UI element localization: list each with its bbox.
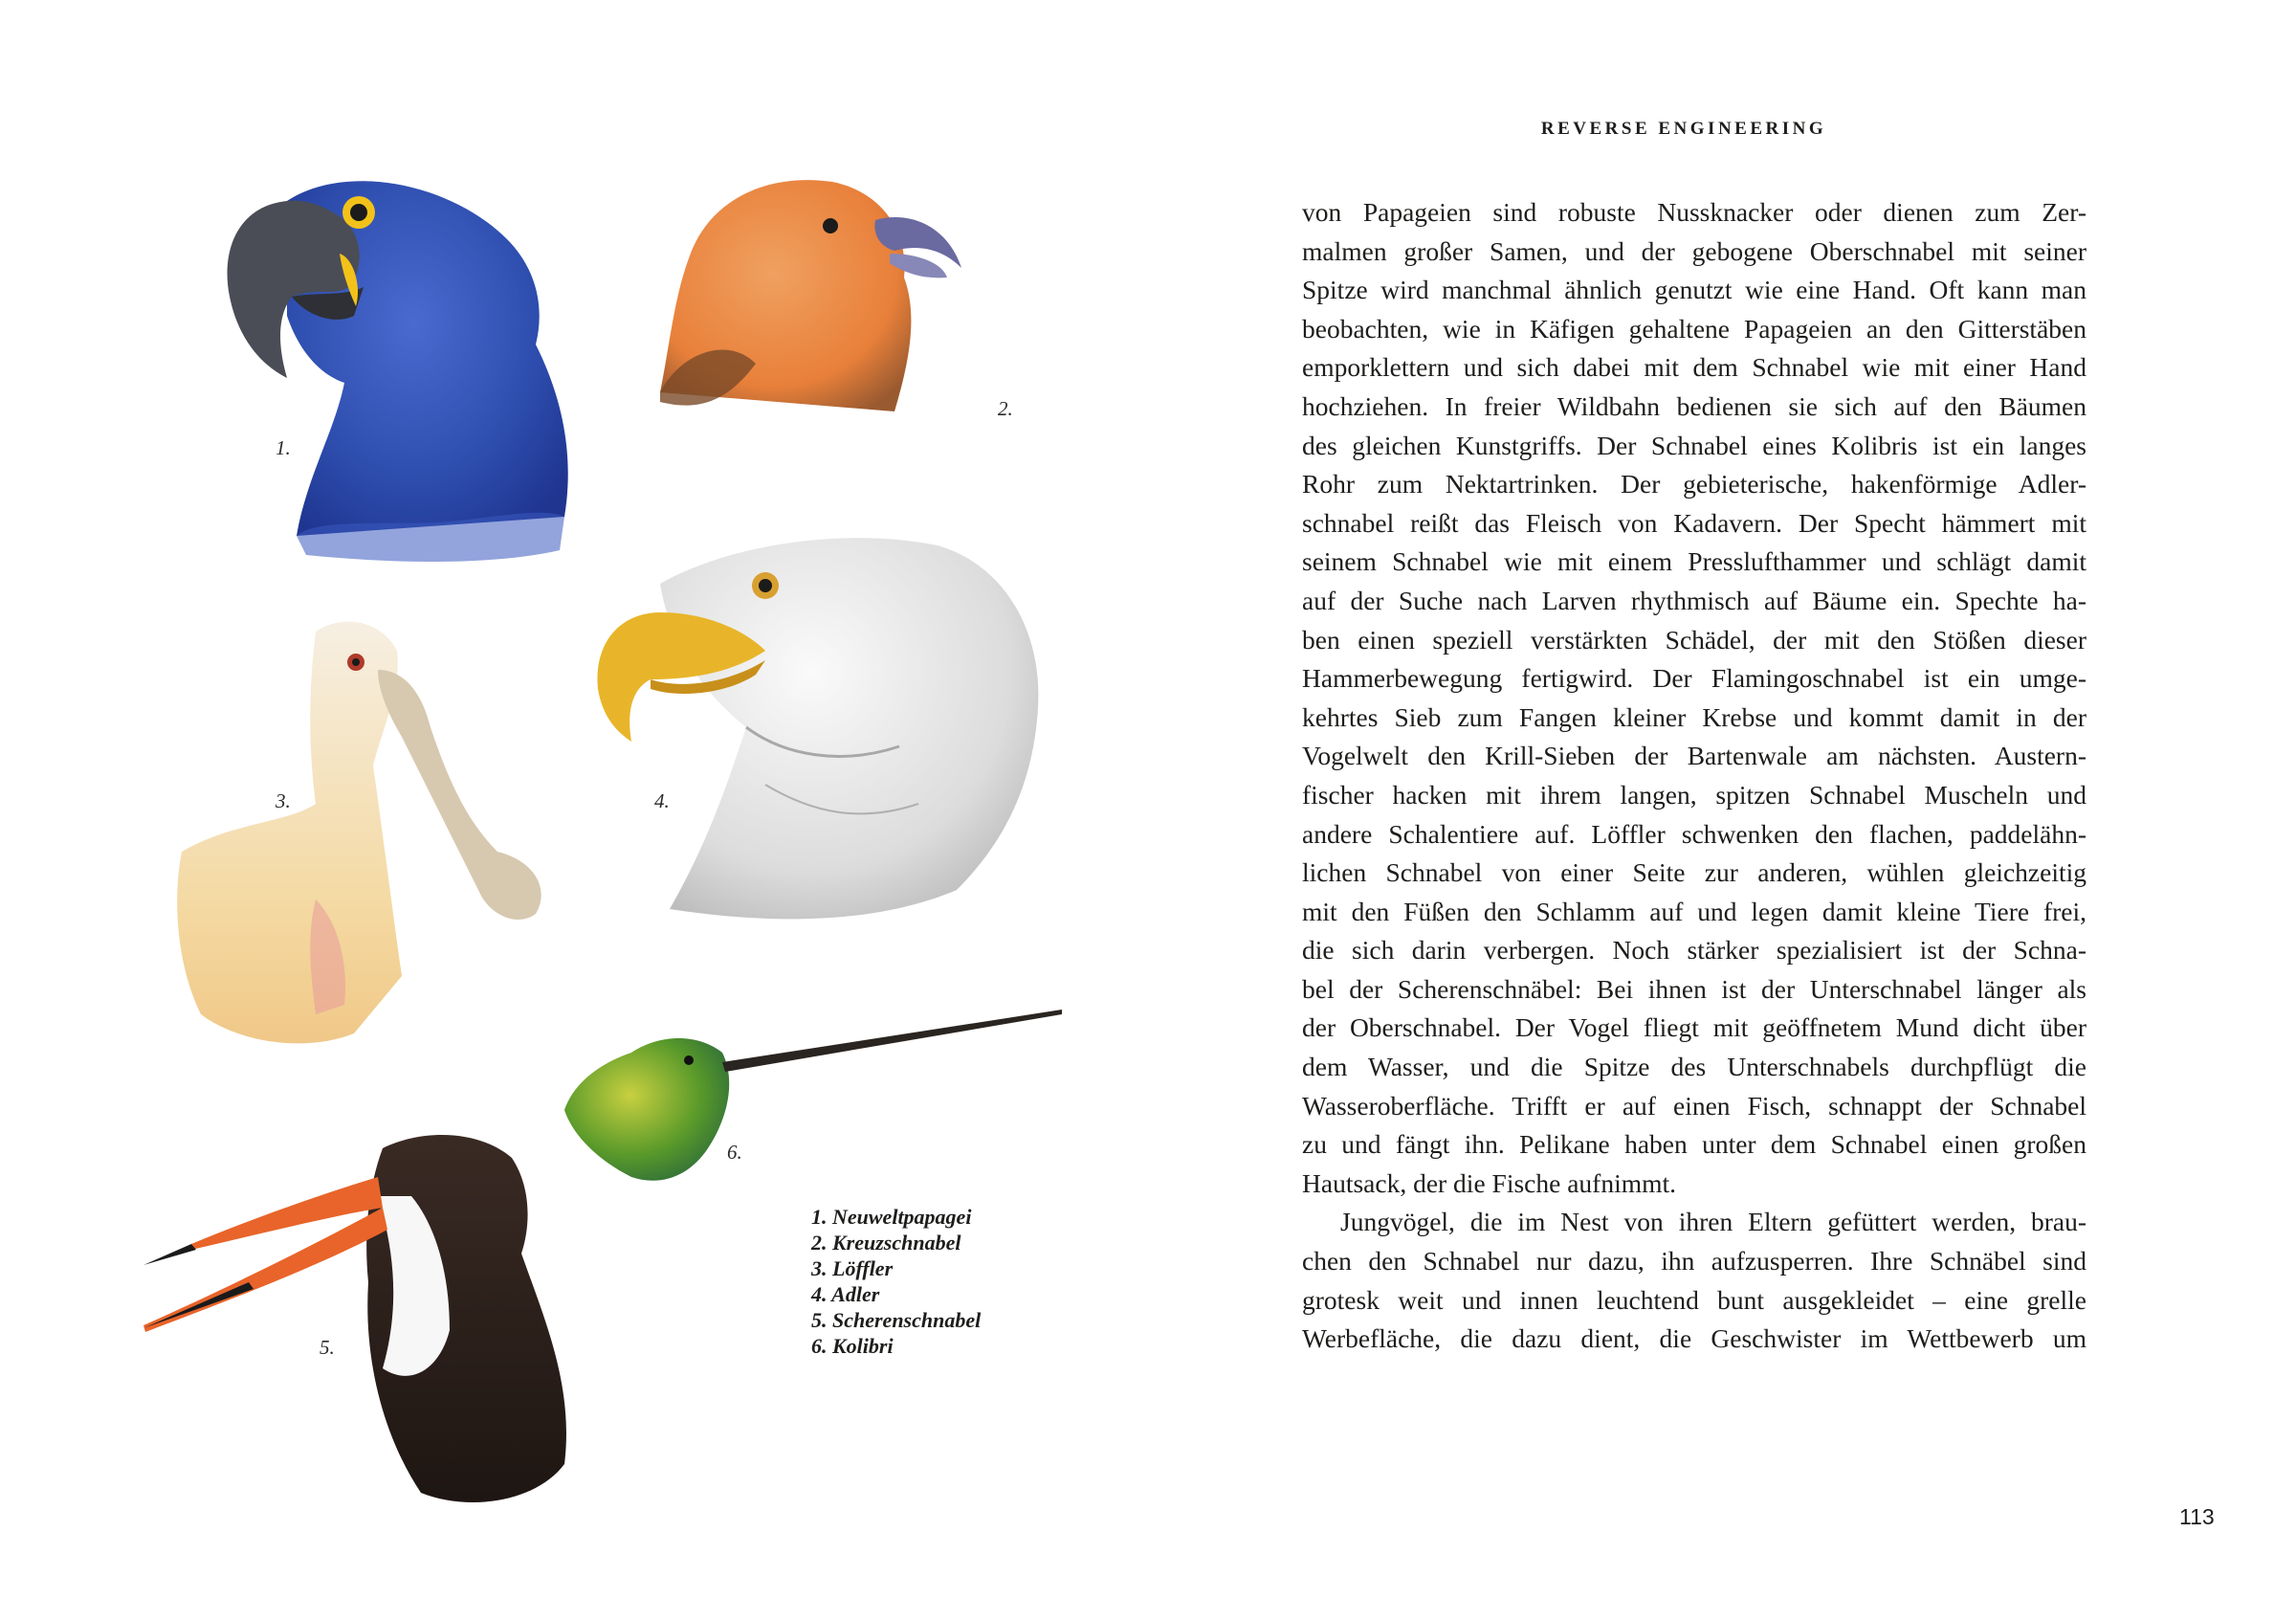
hummingbird-illustration [564,1010,1062,1181]
text-line: Rohr zum Nektartrinken. Der gebieterische, hakenförmige Adler- [1302,469,2086,500]
figure-number-2: 2. [998,397,1013,420]
figure-number-3: 3. [276,789,291,812]
text-line: dem Wasser, und die Spitze des Unterschnabels durchpflügt die [1302,1052,2086,1082]
legend-item: 5. Scherenschnabel [811,1308,982,1332]
skimmer-illustration [144,1135,566,1502]
figure-number-4: 4. [654,789,670,812]
text-line: Werbefläche, die dazu dient, die Geschwister im Wettbewerb um [1302,1323,2086,1354]
legend-item: 2. Kreuzschnabel [811,1231,961,1255]
text-line: von Papageien sind robuste Nussknacker oder dienen zum Zer- [1302,197,2086,227]
text-line: bel der Scherenschnäbel: Bei ihnen ist der Unterschnabel länger als [1302,973,2086,1004]
figure-number-6: 6. [727,1141,742,1164]
legend-item: 1. Neuweltpapagei [811,1205,972,1229]
text-line: Wasseroberfläche. Trifft er auf einen Fisch, schnappt der Schnabel [1302,1090,2086,1121]
spoonbill-illustration [177,622,541,1044]
text-line: zu und fängt ihn. Pelikane haben unter dem Schnabel einen großen [1302,1129,2086,1160]
legend-item: 3. Löffler [811,1256,894,1280]
crossbill-illustration [660,180,961,411]
text-line: seinem Schnabel wie mit einem Presslufthammer und schlägt damit [1302,546,2086,577]
text-line: lichen Schnabel von einer Seite zur anderen, wühlen gleichzeitig [1302,857,2086,888]
text-line: grotesk weit und innen leuchtend bunt ausgekleidet – eine grelle [1302,1284,2086,1315]
text-line: beobachten, wie in Käfigen gehaltene Papageien an den Gitterstäben [1302,313,2086,344]
text-line: Spitze wird manchmal ähnlich genutzt wie eine Hand. Oft kann man [1302,275,2086,305]
text-line: chen den Schnabel nur dazu, ihn aufzusperren. Ihre Schnäbel sind [1302,1246,2086,1277]
figure-number-1: 1. [276,436,291,459]
text-line: Jungvögel, die im Nest von ihren Eltern gefüttert werden, brau- [1340,1207,2086,1237]
text-line: Hammerbewegung fertigwird. Der Flamingoschnabel ist ein umge- [1302,663,2086,694]
text-line: des gleichen Kunstgriffs. Der Schnabel eines Kolibris ist ein langes [1302,430,2086,460]
text-line: kehrtes Sieb zum Fangen kleiner Krebse und kommt damit in der [1302,701,2086,732]
macaw-illustration [228,181,568,562]
legend-item: 4. Adler [811,1282,880,1306]
legend-item: 6. Kolibri [811,1334,894,1358]
text-line: auf der Suche nach Larven rhythmisch auf Bäume ein. Spechte ha- [1302,585,2086,615]
running-head: REVERSE ENGINEERING [1540,119,1827,139]
text-line: malmen großer Samen, und der gebogene Oberschnabel mit seiner [1302,235,2086,266]
text-line: emporklettern und sich dabei mit dem Schnabel wie mit einer Hand [1302,352,2086,383]
text-line: hochziehen. In freier Wildbahn bedienen sie sich auf den Bäumen [1302,390,2086,421]
text-line: ben einen speziell verstärkten Schädel, der mit den Stößen dieser [1302,624,2086,655]
text-line: die sich darin verbergen. Noch stärker spezialisiert ist der Schna- [1302,935,2086,966]
text-line: andere Schalentiere auf. Löffler schwenken den flachen, paddelähn- [1302,818,2086,849]
text-line: Vogelwelt den Krill-Sieben der Bartenwale am nächsten. Austern- [1302,741,2086,771]
figure-number-5: 5. [320,1336,335,1359]
text-line: Hautsack, der die Fische aufnimmt. [1302,1167,1677,1198]
figure-legend [811,1204,981,1359]
page-number: 113 [2179,1504,2215,1529]
text-line: schnabel reißt das Fleisch von Kadavern. Der Specht hämmert mit [1302,507,2086,538]
body-text [1302,193,2086,1359]
eagle-illustration [597,538,1038,919]
text-line: fischer hacken mit ihrem langen, spitzen Schnabel Muscheln und [1302,779,2086,810]
text-line: mit den Füßen den Schlamm auf und legen damit kleine Tiere frei, [1302,896,2086,926]
text-line: der Oberschnabel. Der Vogel fliegt mit geöffnetem Mund dicht über [1302,1012,2086,1043]
